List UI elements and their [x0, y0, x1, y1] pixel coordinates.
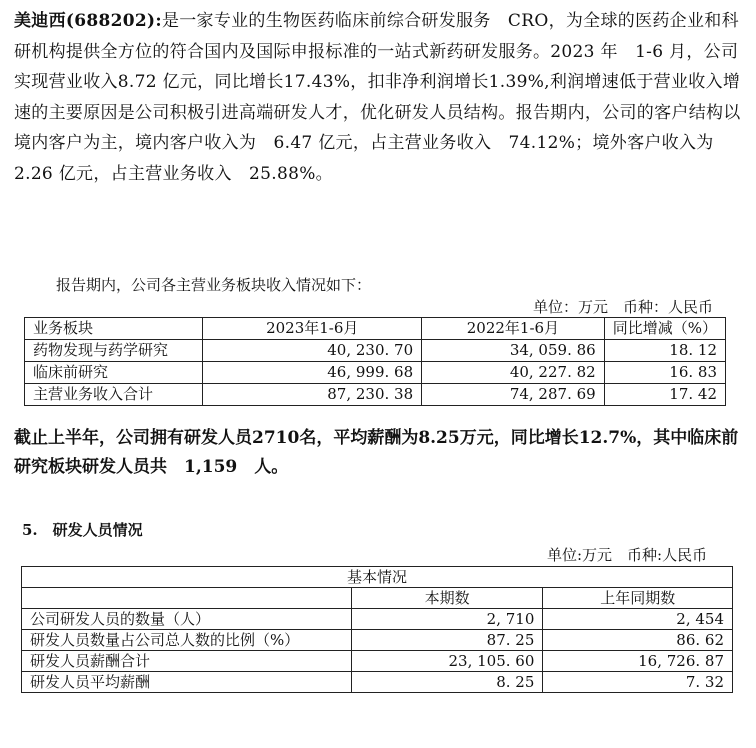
table-cell: 8. 25 — [351, 672, 543, 693]
table-header-row — [22, 567, 733, 588]
intro-text: 是一家专业的生物医药临床前综合研发服务 CRO，为全球的医药企业和科研机构提供全方位的符合国内及国际申报标准的一站式新药研发服务。2023 年 1-6 月，公司实现营业收入8.72 亿元，同比增长17.43%，扣非净利润增长1.39%,利润增速低于营业收入增速的主要原因是公司积极引进高端研发人才，优化研发人员结构。报告期内，公司的客户结构以境内客户为主，境内客户收入为 6.47 亿元，占主营业务收入 74.12%；境外客户收入为 2.26 亿元，占主营业务收入 25.88%。 — [14, 11, 741, 184]
table-row — [25, 384, 726, 406]
table-cell: 46, 999. 68 — [203, 362, 422, 384]
header-cell — [22, 588, 352, 609]
table-cell: 18. 12 — [604, 340, 725, 362]
table-cell: 临床前研究 — [25, 362, 203, 384]
table-cell: 7. 32 — [543, 672, 733, 693]
header-cell: 本期数 — [351, 588, 543, 609]
section-title: 5. 研发人员情况 — [22, 521, 143, 539]
intro-paragraph — [14, 6, 742, 189]
header-cell: 业务板块 — [25, 318, 203, 340]
segment-revenue-table — [24, 317, 726, 406]
table-cell: 16, 726. 87 — [543, 651, 733, 672]
rd-staff-table — [21, 566, 733, 693]
table-row — [22, 651, 733, 672]
table-cell: 87, 230. 38 — [203, 384, 422, 406]
table-cell: 公司研发人员的数量（人） — [22, 609, 352, 630]
table-cell: 17. 42 — [604, 384, 725, 406]
table-row — [25, 340, 726, 362]
table-cell: 药物发现与药学研究 — [25, 340, 203, 362]
header-cell: 基本情况 — [22, 567, 733, 588]
table-cell: 40, 230. 70 — [203, 340, 422, 362]
table-header-row — [25, 318, 726, 340]
table-cell: 主营业务收入合计 — [25, 384, 203, 406]
table-cell: 74, 287. 69 — [422, 384, 605, 406]
table-header-row — [22, 588, 733, 609]
table-cell: 40, 227. 82 — [422, 362, 605, 384]
table-cell: 2, 454 — [543, 609, 733, 630]
table-cell: 2, 710 — [351, 609, 543, 630]
table-cell: 87. 25 — [351, 630, 543, 651]
table-cell: 34, 059. 86 — [422, 340, 605, 362]
table-cell: 23, 105. 60 — [351, 651, 543, 672]
segment-table-unit: 单位：万元 币种：人民币 — [533, 298, 714, 316]
table-row — [22, 609, 733, 630]
company-name: 美迪西(688202): — [14, 11, 162, 31]
table-row — [22, 630, 733, 651]
table-cell: 16. 83 — [604, 362, 725, 384]
header-cell: 同比增减（%） — [604, 318, 725, 340]
table-row — [22, 672, 733, 693]
header-cell: 2022年1-6月 — [422, 318, 605, 340]
table-row — [25, 362, 726, 384]
header-cell: 上年同期数 — [543, 588, 733, 609]
rd-table-unit: 单位:万元 币种:人民币 — [547, 546, 708, 564]
staff-summary-paragraph: 截止上半年，公司拥有研发人员2710名，平均薪酬为8.25万元，同比增长12.7%，其中临床前研究板块研发人员共 1,159 人。 — [14, 428, 739, 477]
table-cell: 86. 62 — [543, 630, 733, 651]
header-cell: 2023年1-6月 — [203, 318, 422, 340]
segment-table-note: 报告期内，公司各主营业务板块收入情况如下： — [56, 276, 372, 294]
table-cell: 研发人员薪酬合计 — [22, 651, 352, 672]
table-cell: 研发人员平均薪酬 — [22, 672, 352, 693]
table-cell: 研发人员数量占公司总人数的比例（%） — [22, 630, 352, 651]
